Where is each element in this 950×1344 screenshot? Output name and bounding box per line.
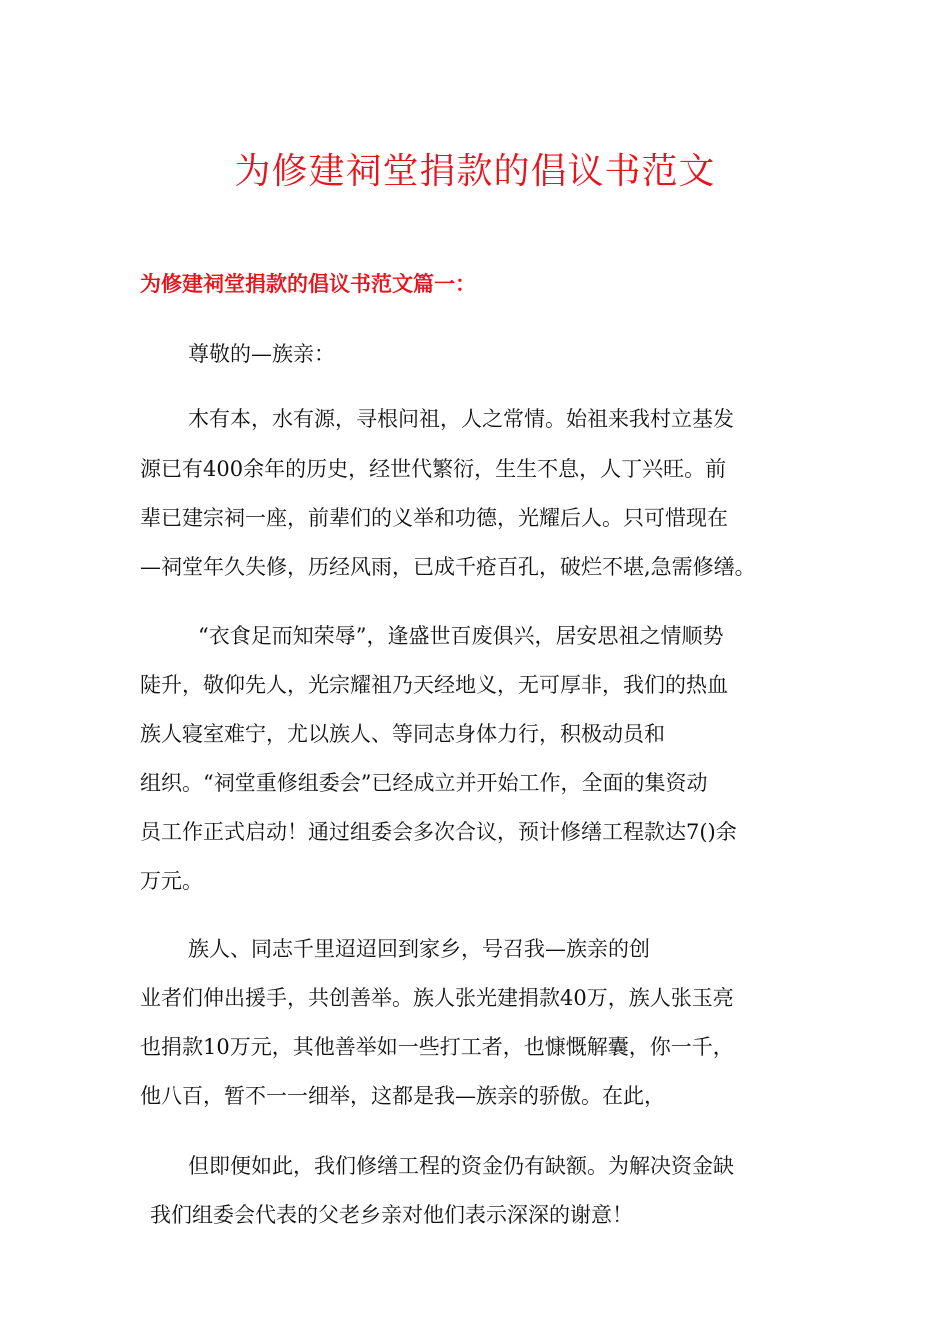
- paragraph-line: 木有本，水有源，寻根问祖，人之常情。始祖来我村立基发: [188, 407, 734, 431]
- paragraph-line: 他八百，暂不一一细举，这都是我—族亲的骄傲。在此，: [140, 1084, 665, 1108]
- paragraph-line: 族人寝室难宁，尤以族人、等同志身体力行，积极动员和: [140, 722, 665, 746]
- document-title: 为修建祠堂捐款的倡议书范文: [234, 151, 716, 192]
- paragraph-line: 族人、同志千里迢迢回到家乡，号召我—族亲的创: [188, 937, 650, 961]
- paragraph-line: 陡升，敬仰先人，光宗耀祖乃天经地义，无可厚非，我们的热血: [140, 673, 728, 697]
- paragraph-line: —祠堂年久失修，历经风雨，已成千疮百孔，破烂不堪,急需修缮。: [140, 555, 756, 579]
- paragraph-line: 业者们伸出援手，共创善举。族人张光建捐款40万，族人张玉亮: [140, 986, 734, 1010]
- paragraph-line: “衣食足而知荣辱”，逢盛世百废俱兴，居安思祖之情顺势: [198, 624, 724, 648]
- paragraph-line: 但即便如此，我们修缮工程的资金仍有缺额。为解决资金缺: [188, 1154, 734, 1178]
- paragraph-line: 万元。: [140, 869, 203, 893]
- paragraph-line: 组织。“祠堂重修组委会”已经成立并开始工作，全面的集资动: [140, 771, 708, 795]
- paragraph-line: 员工作正式启动！通过组委会多次合议，预计修缮工程款达7()余: [140, 820, 737, 844]
- section-heading: 为修建祠堂捐款的倡议书范文篇一：: [140, 272, 476, 296]
- paragraph-line: 源已有400余年的历史，经世代繁衍，生生不息，人丁兴旺。前: [140, 457, 727, 481]
- paragraph-line: 辈已建宗祠一座，前辈们的义举和功德，光耀后人。只可惜现在: [140, 506, 728, 530]
- paragraph-line: 也捐款10万元，其他善举如一些打工者，也慷慨解囊，你一千，: [140, 1035, 734, 1059]
- paragraph-line: 我们组委会代表的父老乡亲对他们表示深深的谢意！: [150, 1203, 633, 1227]
- salutation-line: 尊敬的—族亲：: [188, 342, 335, 366]
